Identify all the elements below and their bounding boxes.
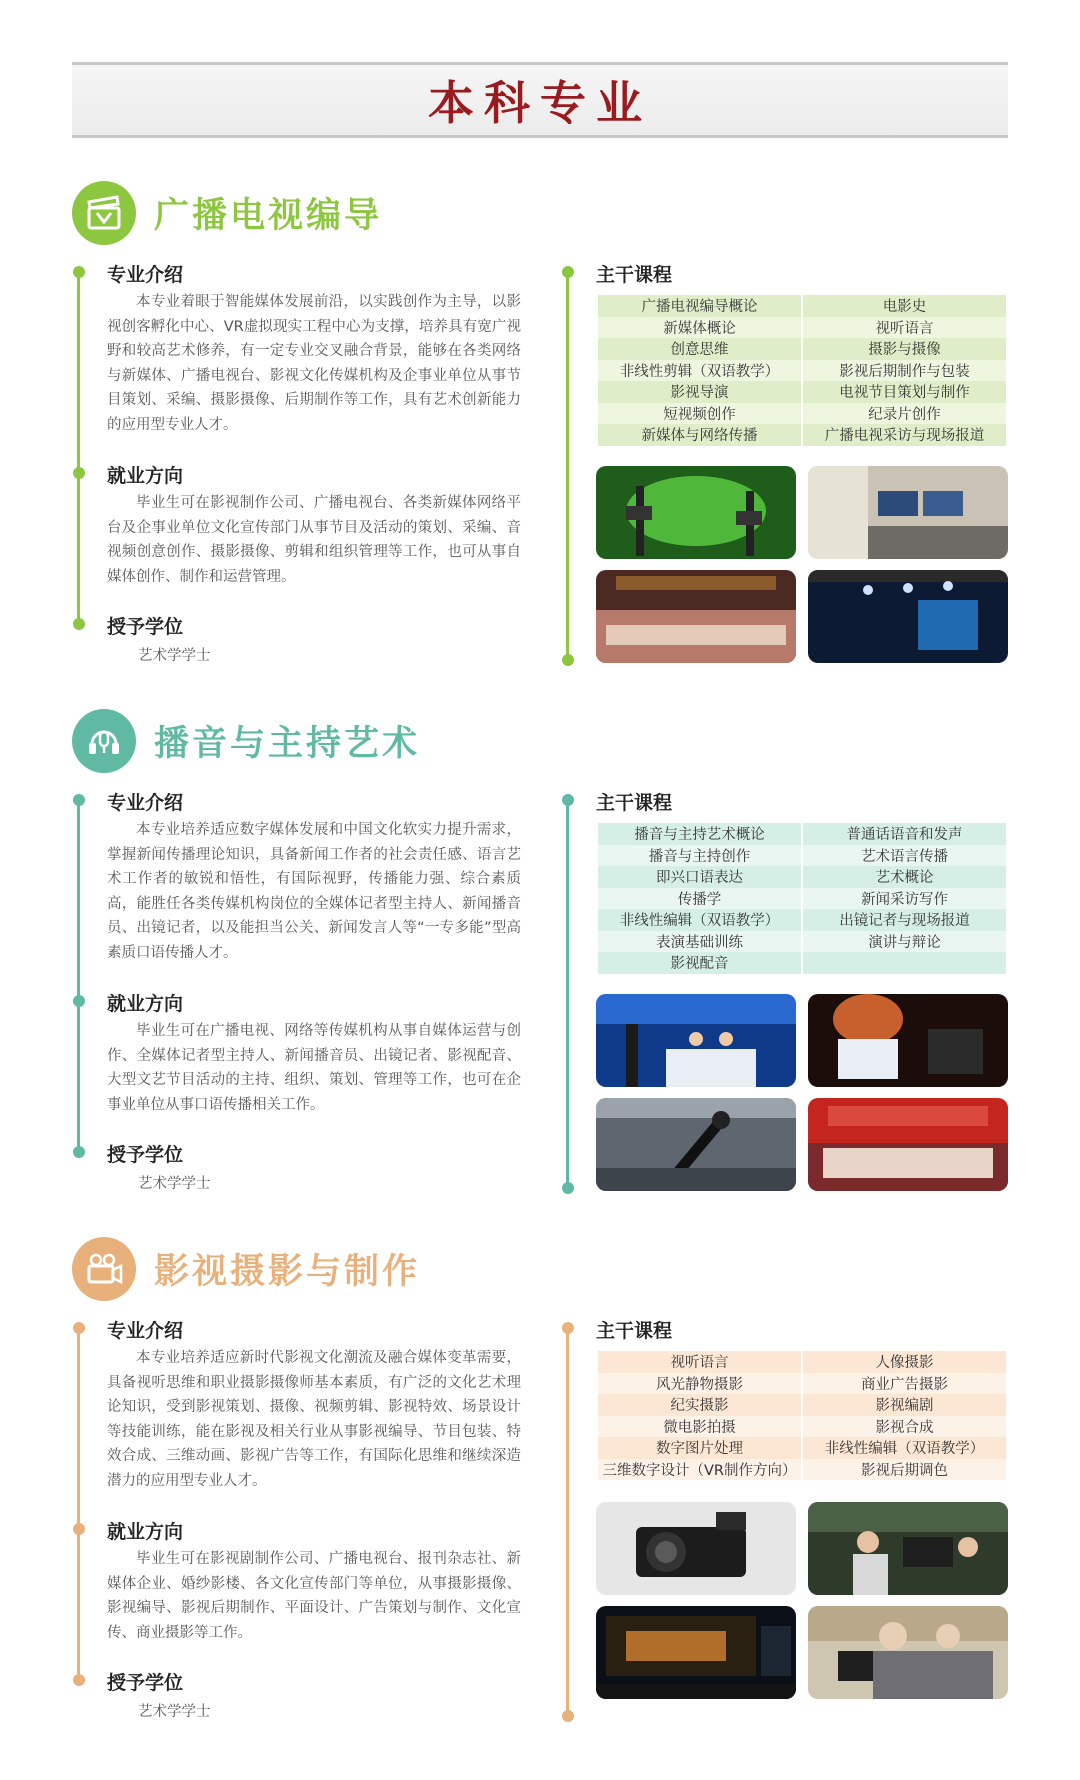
timeline-dot xyxy=(562,1182,574,1194)
timeline-dot xyxy=(562,654,574,666)
course-row xyxy=(598,931,1006,953)
career-text: 毕业生可在影视制作公司、广播电视台、各类新媒体网络平台及企事业单位文化宣传部门从事节目及活动的策划、采编、音视频创意创作、摄影摄像、剪辑和组织管理等工作，也可从事自媒体创作、制作和运营管理。 xyxy=(107,495,521,585)
course-cell: 视听语言 xyxy=(598,1351,801,1373)
degree-text: 艺术学学士 xyxy=(138,1704,211,1720)
section-film-photography xyxy=(0,1236,1080,1736)
timeline-dot xyxy=(562,1710,574,1722)
course-row xyxy=(598,1394,1006,1416)
course-cell xyxy=(803,952,1006,974)
page-banner xyxy=(72,62,1008,138)
photo-recording-booth xyxy=(596,1098,796,1191)
section-header xyxy=(72,708,420,774)
section-title: 广播电视编导 xyxy=(154,196,383,236)
photo-classroom-filming xyxy=(808,1502,1008,1595)
course-cell: 广播电视采访与现场报道 xyxy=(803,424,1006,446)
intro-heading: 专业介绍 xyxy=(107,1320,184,1342)
photo-stage-event xyxy=(808,1098,1008,1191)
section-title: 影视摄影与制作 xyxy=(154,1252,421,1292)
photo-outdoor-camera-crew xyxy=(808,1606,1008,1699)
course-cell: 影视导演 xyxy=(598,381,801,403)
course-cell: 影视配音 xyxy=(598,952,801,974)
course-cell: 电影史 xyxy=(803,295,1006,317)
photo-cinema-camera xyxy=(596,1502,796,1595)
course-cell: 非线性编辑（双语教学） xyxy=(598,909,801,931)
course-row xyxy=(598,1437,1006,1459)
photo-stage-performance xyxy=(596,570,796,663)
course-row xyxy=(598,1416,1006,1438)
course-cell: 摄影与摄像 xyxy=(803,338,1006,360)
degree-text: 艺术学学士 xyxy=(138,1176,211,1192)
photo-control-room xyxy=(808,466,1008,559)
courses-heading: 主干课程 xyxy=(596,792,673,814)
timeline-dot xyxy=(73,467,85,479)
timeline-right xyxy=(566,1326,569,1716)
photo-blue-studio xyxy=(808,570,1008,663)
course-cell: 艺术语言传播 xyxy=(803,845,1006,867)
courses-heading: 主干课程 xyxy=(596,264,673,286)
section-header xyxy=(72,1236,420,1302)
course-cell: 非线性剪辑（双语教学） xyxy=(598,360,801,382)
intro-heading: 专业介绍 xyxy=(107,264,184,286)
course-cell: 影视合成 xyxy=(803,1416,1006,1438)
degree-heading: 授予学位 xyxy=(107,616,184,638)
degree-heading: 授予学位 xyxy=(107,1144,184,1166)
section-broadcasting-hosting xyxy=(0,708,1080,1208)
course-row xyxy=(598,1373,1006,1395)
course-cell: 影视编剧 xyxy=(803,1394,1006,1416)
course-cell: 短视频创作 xyxy=(598,403,801,425)
section-broadcast-directing xyxy=(0,180,1080,680)
career-text: 毕业生可在影视剧制作公司、广播电视台、报刊杂志社、新媒体企业、婚纱影楼、各文化宣传部门等单位，从事摄影摄像、影视编导、影视后期制作、平面设计、广告策划与制作、文化宣传、商业摄影等工作。 xyxy=(107,1551,521,1641)
course-cell: 播音与主持创作 xyxy=(598,845,801,867)
course-row xyxy=(598,317,1006,339)
course-cell: 商业广告摄影 xyxy=(803,1373,1006,1395)
course-cell: 播音与主持艺术概论 xyxy=(598,823,801,845)
degree-text: 艺术学学士 xyxy=(138,648,211,664)
course-cell: 纪录片创作 xyxy=(803,403,1006,425)
intro-heading: 专业介绍 xyxy=(107,792,184,814)
intro-text: 本专业培养适应新时代影视文化潮流及融合媒体变革需要，具备视听思维和职业摄影摄像师基本素质，有广泛的文化艺术理论知识，受到影视策划、摄像、视频剪辑、影视特效、场景设计等技能训练，能在影视及相关行业从事影视编导、节目包装、特效合成、三维动画、影视广告等工作，有国际化思维和继续深造潜力的应用型专业人才。 xyxy=(107,1350,521,1489)
timeline-dot xyxy=(73,1322,85,1334)
course-cell: 艺术概论 xyxy=(803,866,1006,888)
course-cell: 影视后期调色 xyxy=(803,1459,1006,1481)
timeline-dot xyxy=(562,794,574,806)
video-camera-icon xyxy=(72,1237,136,1301)
intro-text: 本专业着眼于智能媒体发展前沿，以实践创作为主导，以影视创客孵化中心、VR虚拟现实工程中心为支撑，培养具有宽广视野和较高艺术修养，有一定专业交叉融合背景，能够在各类网络与新媒体、广播电视台、影视文化传媒机构及企事业单位从事节目策划、采编、摄影摄像、后期制作等工作，具有艺术创新能力的应用型专业人才。 xyxy=(107,294,521,433)
timeline-left xyxy=(77,1326,80,1682)
timeline-dot xyxy=(73,794,85,806)
course-cell: 风光静物摄影 xyxy=(598,1373,801,1395)
course-cell: 非线性编辑（双语教学） xyxy=(803,1437,1006,1459)
clapperboard-icon xyxy=(72,181,136,245)
course-row xyxy=(598,866,1006,888)
page-title: 本科专业 xyxy=(428,76,652,130)
course-cell: 表演基础训练 xyxy=(598,931,801,953)
course-row xyxy=(598,295,1006,317)
course-row xyxy=(598,381,1006,403)
course-cell: 电视节目策划与制作 xyxy=(803,381,1006,403)
course-cell: 微电影拍摄 xyxy=(598,1416,801,1438)
course-row xyxy=(598,823,1006,845)
section-header xyxy=(72,180,382,246)
course-cell: 影视后期制作与包装 xyxy=(803,360,1006,382)
course-cell: 新闻采访写作 xyxy=(803,888,1006,910)
intro-text: 本专业培养适应数字媒体发展和中国文化软实力提升需求，掌握新闻传播理论知识，具备新闻工作者的社会责任感、语言艺术工作者的敏锐和悟性，有国际视野，传播能力强、综合素质高，能胜任各类传媒机构岗位的全媒体记者型主持人、新闻播音员、出镜记者，以及能担当公关、新闻发言人等“一专多能”型高素质口语传播人才。 xyxy=(107,822,521,961)
timeline-right xyxy=(566,270,569,660)
career-text: 毕业生可在广播电视、网络等传媒机构从事自媒体运营与创作、全媒体记者型主持人、新闻播音员、出镜记者、影视配音、大型文艺节目活动的主持、组织、策划、管理等工作，也可在企事业单位从事口语传播相关工作。 xyxy=(107,1023,521,1113)
course-row xyxy=(598,1351,1006,1373)
course-row xyxy=(598,424,1006,446)
course-cell: 人像摄影 xyxy=(803,1351,1006,1373)
course-row xyxy=(598,403,1006,425)
course-row xyxy=(598,360,1006,382)
section-title: 播音与主持艺术 xyxy=(154,724,421,764)
course-row xyxy=(598,888,1006,910)
course-cell: 纪实摄影 xyxy=(598,1394,801,1416)
timeline-dot xyxy=(562,1322,574,1334)
degree-heading: 授予学位 xyxy=(107,1672,184,1694)
timeline-dot xyxy=(73,1674,85,1686)
course-row xyxy=(598,952,1006,974)
photo-editing-monitor xyxy=(596,1606,796,1699)
timeline-right xyxy=(566,798,569,1188)
career-heading: 就业方向 xyxy=(107,465,184,487)
course-cell: 创意思维 xyxy=(598,338,801,360)
timeline-dot xyxy=(73,1146,85,1158)
timeline-dot xyxy=(562,266,574,278)
timeline-dot xyxy=(73,1523,85,1535)
course-row xyxy=(598,909,1006,931)
course-table xyxy=(596,1351,1008,1480)
course-cell: 新媒体概论 xyxy=(598,317,801,339)
photo-green-screen-studio xyxy=(596,466,796,559)
course-cell: 三维数字设计（VR制作方向） xyxy=(598,1459,801,1481)
course-table xyxy=(596,295,1008,446)
course-row xyxy=(598,1459,1006,1481)
course-row xyxy=(598,845,1006,867)
timeline-dot xyxy=(73,995,85,1007)
course-cell: 即兴口语表达 xyxy=(598,866,801,888)
course-cell: 出镜记者与现场报道 xyxy=(803,909,1006,931)
course-cell: 数字图片处理 xyxy=(598,1437,801,1459)
career-heading: 就业方向 xyxy=(107,1521,184,1543)
timeline-dot xyxy=(73,266,85,278)
timeline-dot xyxy=(73,618,85,630)
timeline-left xyxy=(77,798,80,1154)
courses-heading: 主干课程 xyxy=(596,1320,673,1342)
course-cell: 普通话语音和发声 xyxy=(803,823,1006,845)
photo-news-studio xyxy=(596,994,796,1087)
timeline-left xyxy=(77,270,80,626)
course-cell: 广播电视编导概论 xyxy=(598,295,801,317)
photo-camera-viewfinder xyxy=(808,994,1008,1087)
course-cell: 演讲与辩论 xyxy=(803,931,1006,953)
course-cell: 视听语言 xyxy=(803,317,1006,339)
course-row xyxy=(598,338,1006,360)
course-cell: 新媒体与网络传播 xyxy=(598,424,801,446)
course-cell: 传播学 xyxy=(598,888,801,910)
headset-icon xyxy=(72,709,136,773)
career-heading: 就业方向 xyxy=(107,993,184,1015)
course-table xyxy=(596,823,1008,974)
